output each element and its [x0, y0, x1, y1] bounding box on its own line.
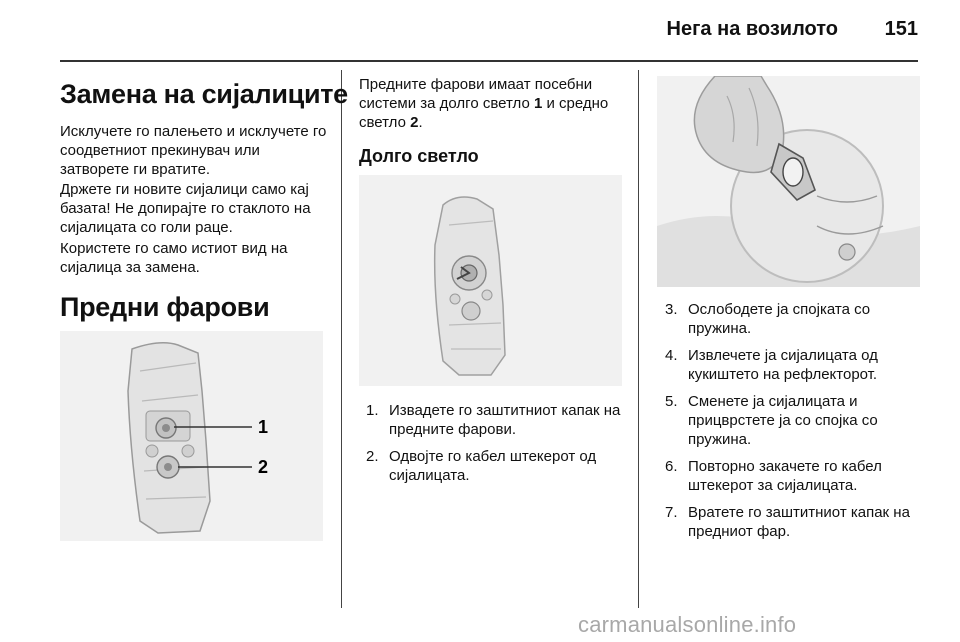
paragraph: Исклучете го палењето и исклучете го соодветниот прекинувач или затворете ги вратите. — [60, 123, 327, 178]
column-divider — [638, 70, 639, 608]
callout-label-2: 2 — [258, 457, 269, 477]
list-item: 3. Ослободете ја спојката со пружина. — [665, 301, 871, 337]
running-title: Нега на возилото — [666, 18, 838, 40]
list-item: 4. Извлечете ја сијалицата од кукиштето на рефлекторот. — [665, 347, 878, 383]
page-number: 151 — [884, 18, 918, 40]
list-item: 7. Вратете го заштитниот капак на предниот фар. — [665, 504, 910, 540]
main-heading: Замена на сијалиците — [60, 79, 348, 109]
instruction-list — [366, 401, 626, 493]
instruction-list — [665, 300, 925, 549]
paragraph: Држете ги новите сијалици само кај базата! Не допирајте го стаклото на сијалицата со голи раце. — [60, 181, 311, 236]
bulb-removal-illustration — [657, 76, 920, 287]
paragraph: Предните фарови имаат посебни системи за долго светло 1 и средно светло 2. — [359, 76, 609, 131]
list-item: 5. Сменете ја сијалицата и прицврстете ја со спојка со пружина. — [665, 393, 878, 448]
callout-ref-2: 2 — [410, 114, 419, 131]
header-rule — [60, 60, 918, 62]
watermark: carmanualsonline.info — [578, 612, 797, 637]
section-heading: Предни фарови — [60, 292, 270, 322]
subheading: Долго светло — [359, 146, 479, 166]
paragraph: Користете го само истиот вид на сијалица за замена. — [60, 240, 288, 276]
headlamp-illustration — [60, 331, 323, 541]
callout-label-1: 1 — [258, 417, 269, 437]
callout-ref-1: 1 — [533, 95, 543, 112]
column-divider — [341, 70, 342, 608]
headlamp-rear-illustration — [359, 175, 622, 386]
list-item: 2. Одвојте го кабел штекерот од сијалицата. — [366, 448, 597, 484]
list-item: 6. Повторно закачете го кабел штекерот за сијалицата. — [665, 458, 882, 494]
list-item: 1. Извадете го заштитниот капак на предните фарови. — [366, 402, 621, 438]
